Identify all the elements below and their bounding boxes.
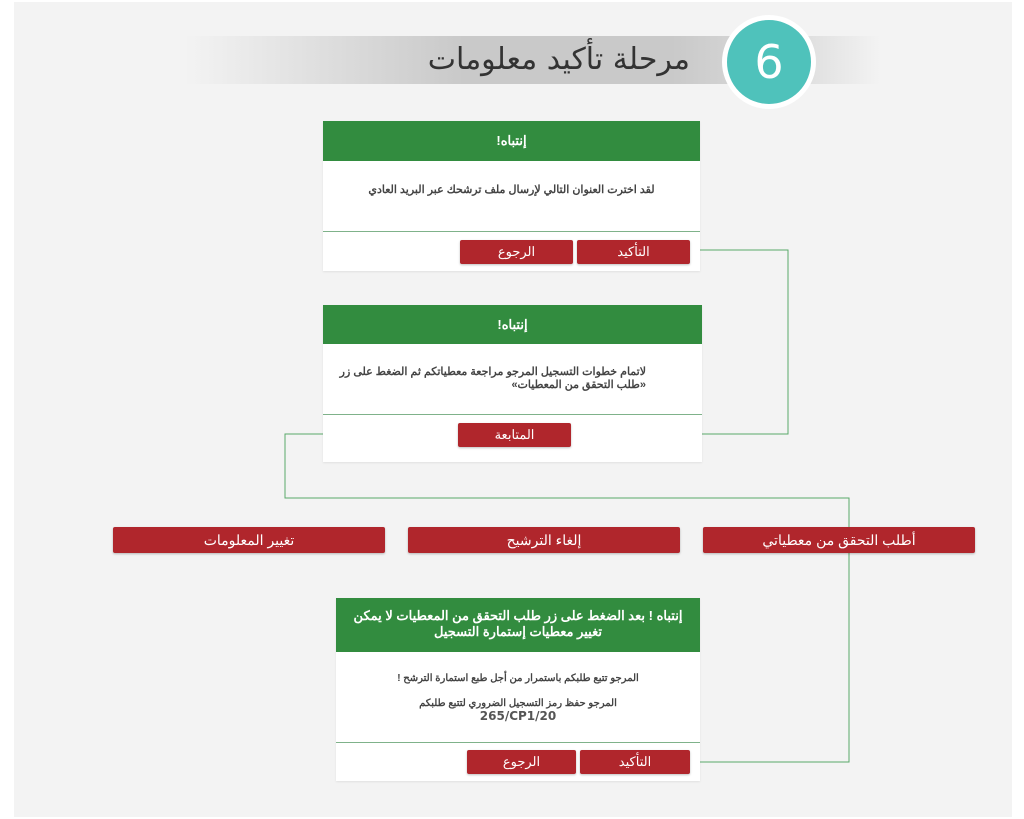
dialog-message-text: لقد اخترت العنوان التالي لإرسال ملف ترشحك عبر البريد العادي: [368, 184, 655, 196]
cancel-application-button[interactable]: إلغاء الترشيح: [408, 527, 680, 553]
back-button[interactable]: الرجوع: [460, 240, 573, 264]
dialog-title-line2: تغيير معطيات إستمارة التسجيل: [433, 624, 602, 639]
dialog-divider: [323, 414, 702, 415]
dialog-header: [323, 305, 702, 344]
dialog-title-line1: إنتباه ! بعد الضغط على زر طلب التحقق من المعطيات لا يمكن: [353, 608, 683, 623]
stage-title: مرحلة تأكيد معلومات: [427, 42, 690, 77]
request-verification-button[interactable]: أطلب التحقق من معطياتي: [703, 527, 975, 553]
review-data-dialog: [323, 305, 702, 462]
dialog-divider: [323, 231, 700, 232]
confirm-button[interactable]: التأكيد: [577, 240, 690, 264]
step-number-badge: 6: [722, 15, 816, 109]
registration-code: 265/CP1/20: [479, 709, 557, 723]
address-confirm-dialog: [323, 121, 700, 271]
dialog-message: [323, 161, 700, 196]
dialog-title: إنتباه!: [496, 133, 527, 148]
continue-button[interactable]: المتابعة: [458, 423, 571, 447]
dialog-title: إنتباه!: [497, 317, 528, 332]
change-information-button[interactable]: تغيير المعلومات: [113, 527, 385, 553]
dialog-divider: [336, 742, 700, 743]
dialog-message-line1: المرجو تتبع طلبكم باستمرار من أجل طبع استمارة الترشح !: [397, 673, 639, 684]
dialog-header: [323, 121, 700, 161]
dialog-message-line2: «طلب التحقق من المعطيات»: [511, 379, 646, 391]
final-warning-dialog: [336, 598, 700, 781]
back-button[interactable]: الرجوع: [467, 750, 576, 774]
dialog-message: [323, 344, 702, 392]
dialog-header: [336, 598, 700, 652]
dialog-message: [336, 652, 700, 723]
dialog-message-line1: لاتمام خطوات التسجيل المرجو مراجعة معطياتكم ثم الضغط على زر: [339, 366, 646, 378]
confirm-button[interactable]: التأكيد: [580, 750, 690, 774]
dialog-message-line2: المرجو حفظ رمز التسجيل الضروري لتتبع طلبكم: [419, 698, 617, 709]
